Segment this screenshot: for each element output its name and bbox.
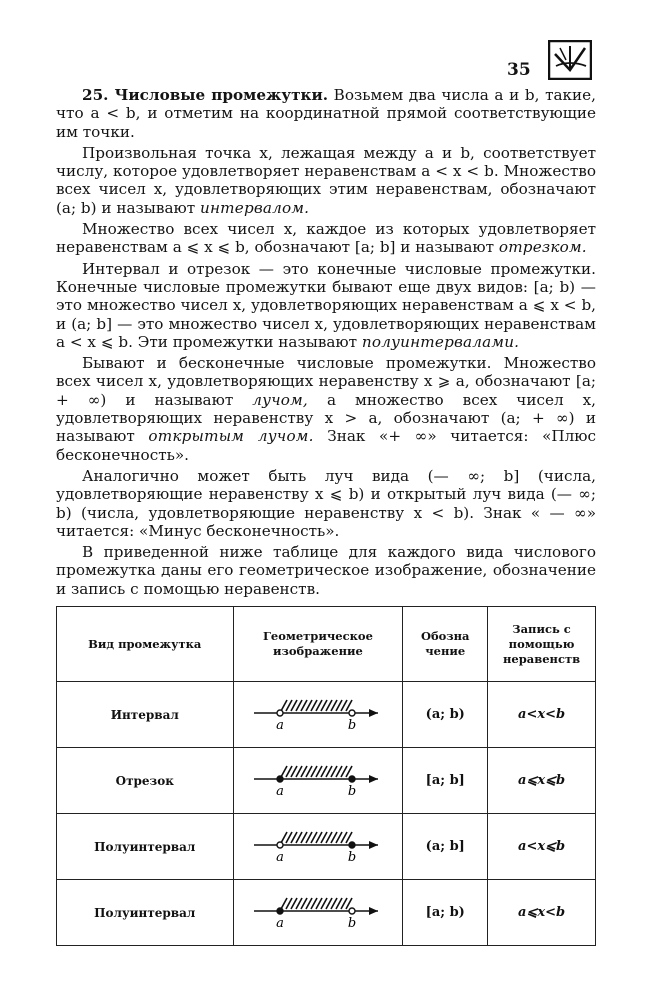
section-logo-icon bbox=[548, 40, 592, 80]
point-label-a: a bbox=[276, 717, 284, 733]
section-text bbox=[56, 86, 596, 601]
term-segment: отрезком. bbox=[498, 238, 587, 257]
row-type: Интервал bbox=[57, 682, 234, 748]
row-type: Полуинтервал bbox=[57, 880, 234, 946]
row-type: Полуинтервал bbox=[57, 814, 234, 880]
header-geometry bbox=[233, 607, 403, 682]
row-geometry bbox=[233, 682, 403, 748]
table-row bbox=[57, 748, 596, 814]
row-inequality: a<x<b bbox=[488, 682, 596, 748]
term-half-interval: полуинтервалами. bbox=[361, 332, 520, 351]
header-notation-text: Обозначение bbox=[420, 629, 470, 658]
interval-text: Произвольная точка x, лежащая между a и b, соответствует числу, которое удовлетворяет неравенствам a < x < b. Множество всех чисел x, удовлетворяющих этим неравенствам, обозначают (a; b) и называют bbox=[56, 143, 596, 217]
row-geometry bbox=[233, 814, 403, 880]
open-point bbox=[349, 908, 355, 914]
closed-point bbox=[277, 908, 283, 914]
paragraph-intro bbox=[56, 86, 596, 141]
intervals-table bbox=[56, 606, 596, 946]
segment-text: Множество всех чисел x, каждое из которых удовлетворяет неравенствам a ⩽ x ⩽ b, обозначают [a; b] и называют bbox=[56, 220, 596, 257]
term-ray: лучом, bbox=[252, 390, 308, 409]
point-label-b: b bbox=[347, 783, 357, 799]
row-inequality: a⩽x⩽b bbox=[488, 748, 596, 814]
table-header-row bbox=[57, 607, 596, 682]
axis-arrow-icon bbox=[369, 841, 378, 849]
paragraph-ray bbox=[56, 354, 596, 464]
section-heading: 25. Числовые промежутки. bbox=[82, 86, 329, 104]
paragraph-interval bbox=[56, 144, 596, 217]
paragraph-negative-ray: Аналогично может быть луч вида (— ∞; b] (числа, удовлетворяющие неравенству x ⩽ b) и открытый луч вида (— ∞; b) (числа, удовлетворяющие неравенству x < b). Знак « — ∞» читается: «Минус бесконечность». bbox=[56, 466, 596, 540]
number-line bbox=[248, 823, 388, 871]
row-inequality: a<x⩽b bbox=[488, 814, 596, 880]
row-notation: (a; b] bbox=[403, 814, 488, 880]
header-notation bbox=[403, 607, 488, 682]
paragraph-half-interval bbox=[56, 260, 596, 351]
ray-text-c: Знак «+ ∞» читается: «Плюс бесконечность». bbox=[56, 427, 597, 464]
closed-point bbox=[349, 776, 355, 782]
row-geometry bbox=[233, 880, 403, 946]
header-type: Вид промежутка bbox=[57, 607, 234, 682]
half-interval-text: Интервал и отрезок — это конечные числовые промежутки. Конечные числовые промежутки бывают еще двух видов: [a; b) — это множество чисел x, удовлетворяющих неравенствам a ⩽ x < b, и (a; b] — это множество чисел x, удовлетворяющих неравенствам a < x ⩽ b. Эти промежутки называют bbox=[56, 259, 596, 351]
row-type: Отрезок bbox=[57, 748, 234, 814]
page-number: 35 bbox=[507, 60, 531, 80]
table-row bbox=[57, 682, 596, 748]
axis-arrow-icon bbox=[369, 775, 378, 783]
ray-text-a: Бывают и бесконечные числовые промежутки. Множество всех чисел x, удовлетворяющих неравенству x ⩾ a, обозначают [a; + ∞) и называют bbox=[56, 354, 596, 409]
table-row bbox=[57, 880, 596, 946]
paragraph-table-intro: В приведенной ниже таблице для каждого вида числового промежутка даны его геометрическое изображение, обозначение и запись с помощью неравенств. bbox=[56, 543, 596, 598]
intro-text: Возьмем два числа a и b, такие, что a < b, и отметим на координатной прямой соответствующие им точки. bbox=[56, 86, 596, 141]
point-label-b: b bbox=[347, 915, 357, 931]
row-geometry bbox=[233, 748, 403, 814]
point-label-a: a bbox=[276, 783, 284, 799]
row-inequality: a⩽x<b bbox=[488, 880, 596, 946]
term-open-ray: открытым лучом. bbox=[148, 427, 314, 446]
paragraph-segment bbox=[56, 220, 596, 257]
term-interval: интервалом. bbox=[199, 198, 310, 217]
row-notation: [a; b) bbox=[403, 880, 488, 946]
axis-arrow-icon bbox=[369, 709, 378, 717]
point-label-b: b bbox=[347, 717, 357, 733]
point-label-a: a bbox=[276, 915, 284, 931]
number-line bbox=[248, 757, 388, 805]
point-label-b: b bbox=[347, 849, 357, 865]
header-geometry-text: Геометрическое изображение bbox=[262, 629, 373, 658]
number-line bbox=[248, 691, 388, 739]
open-point bbox=[277, 842, 283, 848]
number-line bbox=[248, 889, 388, 937]
header-inequality bbox=[488, 607, 596, 682]
header-inequality-text: Запись с помощью неравенств bbox=[503, 621, 581, 666]
axis-arrow-icon bbox=[369, 907, 378, 915]
row-notation: [a; b] bbox=[403, 748, 488, 814]
open-point bbox=[277, 710, 283, 716]
point-label-a: a bbox=[276, 849, 284, 865]
row-notation: (a; b) bbox=[403, 682, 488, 748]
table-row bbox=[57, 814, 596, 880]
ray-text-b: а множество всех чисел x, удовлетворяющих неравенству x > a, обозначают (a; + ∞) и называют bbox=[56, 390, 596, 446]
closed-point bbox=[349, 842, 355, 848]
closed-point bbox=[277, 776, 283, 782]
open-point bbox=[349, 710, 355, 716]
